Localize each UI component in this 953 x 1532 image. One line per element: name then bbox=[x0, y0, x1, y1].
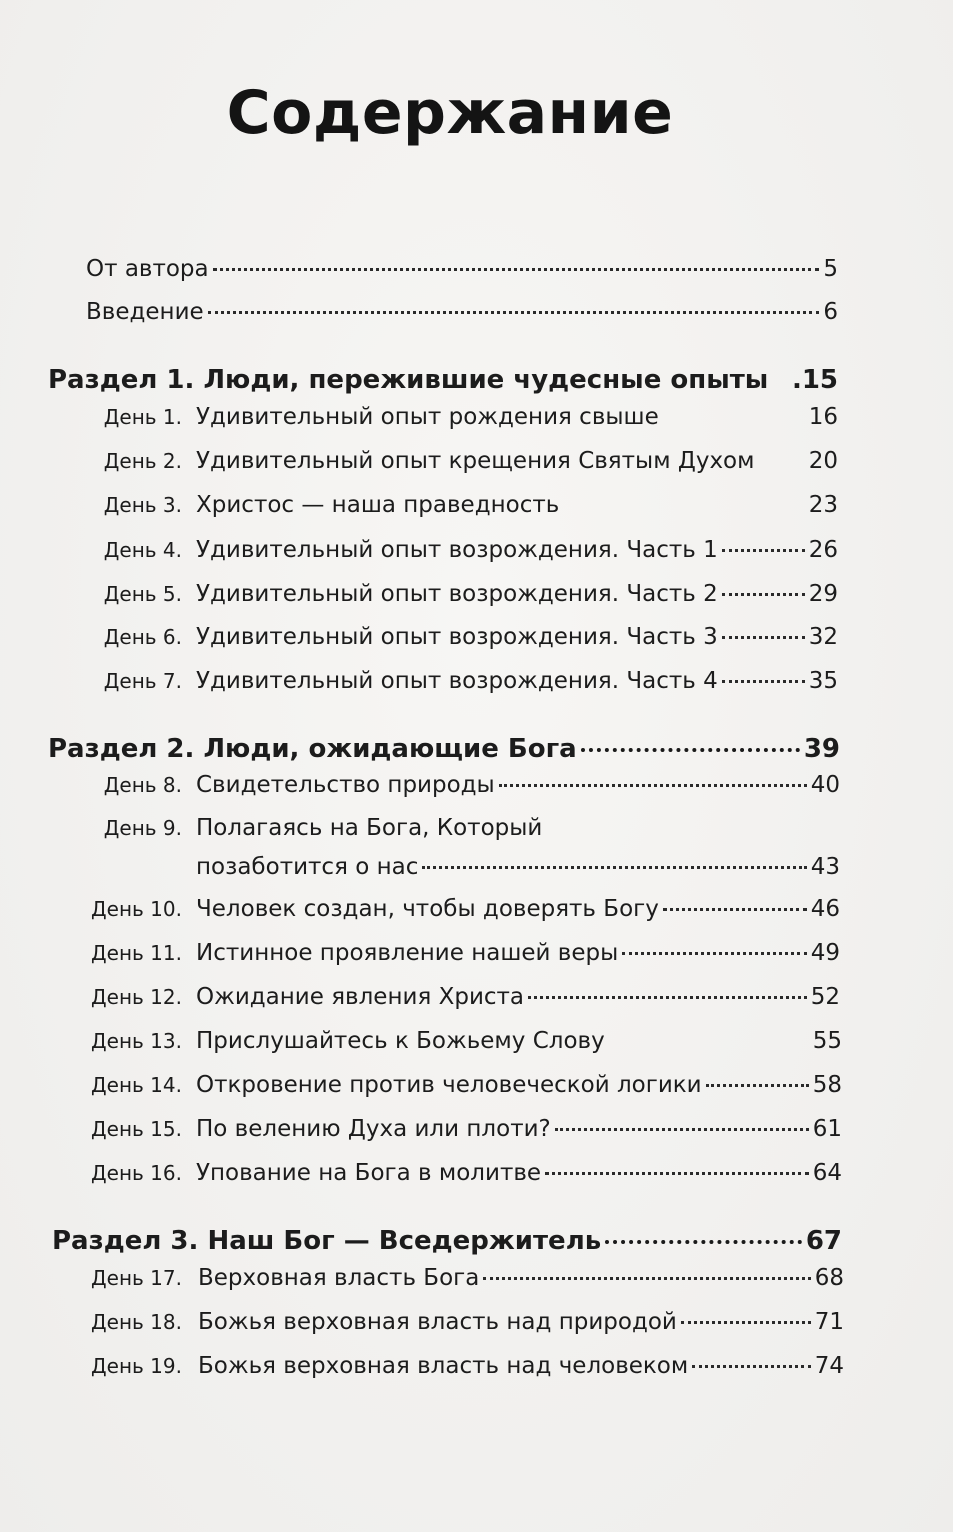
dot-leader bbox=[605, 1240, 802, 1244]
day-number: День 10. bbox=[91, 897, 182, 921]
toc-entry-label: От автора bbox=[86, 256, 209, 282]
dot-leader bbox=[581, 748, 800, 752]
toc-page-number: 39 bbox=[803, 734, 840, 764]
day-number: День 14. bbox=[91, 1073, 182, 1097]
day-number: День 4. bbox=[103, 538, 182, 562]
toc-page-number: 26 bbox=[808, 537, 838, 563]
dot-leader bbox=[213, 268, 820, 271]
toc-page-number: 55 bbox=[812, 1028, 842, 1054]
toc-page-number: 58 bbox=[812, 1072, 842, 1098]
toc-entry-label: Удивительный опыт рождения свыше bbox=[196, 404, 659, 430]
toc-entry-label: Полагаясь на Бога, Который bbox=[196, 815, 543, 841]
toc-entry-label: Откровение против человеческой логики bbox=[196, 1072, 702, 1098]
day-number: День 11. bbox=[91, 941, 182, 965]
toc-page-number: 40 bbox=[810, 772, 840, 798]
toc-entry[interactable] bbox=[80, 1072, 842, 1098]
day-number: День 3. bbox=[103, 493, 182, 517]
toc-entry[interactable] bbox=[80, 1265, 844, 1291]
day-number: День 5. bbox=[103, 582, 182, 606]
section-title: Раздел 3. Наш Бог — Вседержитель bbox=[52, 1226, 602, 1256]
toc-page-number: 52 bbox=[810, 984, 840, 1010]
toc-page-number: 35 bbox=[808, 668, 838, 694]
toc-page-number: 71 bbox=[814, 1309, 844, 1335]
page-title: Содержание bbox=[226, 78, 674, 148]
toc-entry-label: Божья верховная власть над природой bbox=[198, 1309, 677, 1335]
toc-entry-label: Прислушайтесь к Божьему Слову bbox=[196, 1028, 605, 1054]
dot-leader bbox=[208, 311, 820, 314]
day-number: День 7. bbox=[103, 669, 182, 693]
dot-leader bbox=[722, 636, 805, 639]
toc-section-heading[interactable] bbox=[48, 365, 838, 395]
dot-leader bbox=[722, 680, 805, 683]
toc-entry-label: Верховная власть Бога bbox=[198, 1265, 480, 1291]
toc-page-number: 23 bbox=[808, 492, 838, 518]
toc-entry-label: Удивительный опыт возрождения. Часть 2 bbox=[196, 581, 718, 607]
toc-entry[interactable] bbox=[90, 772, 840, 798]
toc-entry-label: позаботится о нас bbox=[196, 854, 419, 880]
toc-page-number: 49 bbox=[810, 940, 840, 966]
dot-leader bbox=[499, 784, 807, 787]
dot-leader bbox=[422, 866, 806, 869]
toc-entry-author[interactable] bbox=[86, 256, 838, 282]
toc-page-number: 64 bbox=[812, 1160, 842, 1186]
toc-section-heading[interactable] bbox=[48, 734, 840, 764]
toc-entry[interactable] bbox=[80, 984, 840, 1010]
toc-entry[interactable] bbox=[90, 624, 838, 650]
toc-entry-label: Христос — наша праведность bbox=[196, 492, 560, 518]
section-title: Раздел 1. Люди, пережившие чудесные опыты bbox=[48, 365, 769, 395]
dot-leader bbox=[555, 1128, 809, 1131]
toc-entry[interactable] bbox=[90, 492, 838, 518]
toc-entry-label: Человек создан, чтобы доверять Богу bbox=[196, 896, 659, 922]
toc-page-number: 20 bbox=[808, 448, 838, 474]
toc-entry-label: Удивительный опыт возрождения. Часть 4 bbox=[196, 668, 718, 694]
toc-page-number: 68 bbox=[814, 1265, 844, 1291]
toc-entry-label: Введение bbox=[86, 299, 204, 325]
toc-entry-label: По велению Духа или плоти? bbox=[196, 1116, 551, 1142]
dot-leader bbox=[681, 1321, 811, 1324]
toc-entry[interactable] bbox=[90, 404, 838, 430]
dot-leader bbox=[545, 1172, 809, 1175]
toc-entry-label: Истинное проявление нашей веры bbox=[196, 940, 619, 966]
day-number: День 9. bbox=[103, 816, 182, 840]
toc-entry[interactable] bbox=[90, 537, 838, 563]
day-number: День 1. bbox=[103, 405, 182, 429]
toc-page-number: 67 bbox=[805, 1226, 842, 1256]
toc-entry-label: Упование на Бога в молитве bbox=[196, 1160, 542, 1186]
toc-entry[interactable] bbox=[80, 940, 840, 966]
day-number: День 13. bbox=[91, 1029, 182, 1053]
toc-section-heading[interactable] bbox=[52, 1226, 842, 1256]
toc-entry-label: Удивительный опыт возрождения. Часть 1 bbox=[196, 537, 718, 563]
day-number: День 12. bbox=[91, 985, 182, 1009]
toc-entry[interactable] bbox=[80, 896, 840, 922]
toc-entry[interactable] bbox=[80, 1160, 842, 1186]
toc-page-number: 29 bbox=[808, 581, 838, 607]
toc-entry[interactable] bbox=[90, 668, 838, 694]
toc-entry-label: Удивительный опыт возрождения. Часть 3 bbox=[196, 624, 718, 650]
toc-page-number: 74 bbox=[814, 1353, 844, 1379]
dot-leader bbox=[692, 1365, 810, 1368]
day-number: День 19. bbox=[91, 1354, 182, 1378]
toc-entry-introduction[interactable] bbox=[86, 299, 838, 325]
day-number: День 2. bbox=[103, 449, 182, 473]
toc-entry[interactable] bbox=[80, 1309, 844, 1335]
toc-entry[interactable] bbox=[90, 448, 838, 474]
dot-leader bbox=[528, 996, 807, 999]
dot-leader bbox=[483, 1277, 810, 1280]
toc-page-number: 32 bbox=[808, 624, 838, 650]
toc-entry-label: Божья верховная власть над человеком bbox=[198, 1353, 689, 1379]
dot-leader bbox=[722, 549, 805, 552]
toc-entry[interactable] bbox=[80, 1028, 842, 1054]
day-number: День 6. bbox=[103, 625, 182, 649]
toc-page-number: 46 bbox=[810, 896, 840, 922]
toc-entry[interactable] bbox=[90, 815, 840, 841]
toc-entry-continuation[interactable] bbox=[196, 854, 840, 880]
dot-leader bbox=[663, 908, 807, 911]
toc-entry[interactable] bbox=[90, 581, 838, 607]
dot-leader bbox=[706, 1084, 809, 1087]
toc-entry-label: Свидетельство природы bbox=[196, 772, 495, 798]
section-title: Раздел 2. Люди, ожидающие Бога bbox=[48, 734, 577, 764]
toc-page-number: 6 bbox=[823, 299, 838, 325]
toc-entry-label: Удивительный опыт крещения Святым Духом bbox=[196, 448, 755, 474]
toc-entry[interactable] bbox=[80, 1353, 844, 1379]
day-number: День 16. bbox=[91, 1161, 182, 1185]
toc-page-number: 61 bbox=[812, 1116, 842, 1142]
dot-leader bbox=[622, 952, 806, 955]
toc-entry-label: Ожидание явления Христа bbox=[196, 984, 525, 1010]
toc-page-number: 16 bbox=[808, 404, 838, 430]
toc-page-number: .15 bbox=[791, 365, 838, 395]
day-number: День 8. bbox=[103, 773, 182, 797]
day-number: День 15. bbox=[91, 1117, 182, 1141]
toc-page-number: 43 bbox=[810, 854, 840, 880]
toc-entry[interactable] bbox=[80, 1116, 842, 1142]
day-number: День 17. bbox=[91, 1266, 182, 1290]
toc-page-number: 5 bbox=[823, 256, 838, 282]
dot-leader bbox=[722, 593, 805, 596]
day-number: День 18. bbox=[91, 1310, 182, 1334]
